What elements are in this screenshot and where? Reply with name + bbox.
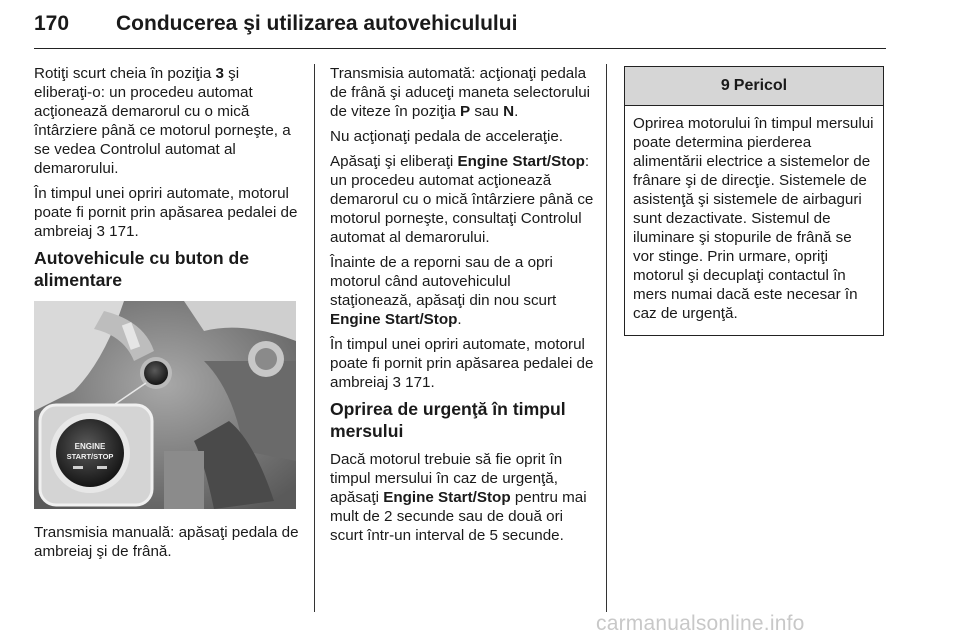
button-label-line2: START/STOP (66, 452, 114, 461)
column-divider-right (606, 64, 607, 612)
paragraph-press-start-stop: Apăsaţi şi eliberaţi Engine Start/Stop: un procedeu automat acţionează demarorul cu o mică întârziere până ce motorul porneşte, consultaţi Controlul automat al demarorului. (330, 153, 594, 246)
section-heading-power-button: Autovehicule cu buton de alimentare (34, 248, 250, 290)
danger-warning-box (624, 66, 884, 336)
warning-triangle-icon: 9 (720, 77, 730, 94)
warning-header (625, 67, 883, 106)
paragraph-key-start: Rotiţi scurt cheia în poziţia 3 şi eliberaţi-o: un procedeu automat acţionează demarorul cu o mică întârziere până ce motorul porneşte, a se vedea Controlul automat al demarorului. (34, 65, 291, 177)
watermark: carmanualsonline.info (596, 612, 805, 635)
paragraph-no-accelerator: Nu acţionaţi pedala de acceleraţie. (330, 128, 564, 145)
paragraph-manual-transmission: Transmisia manuală: apăsaţi pedala de ambreiaj şi de frână. (34, 524, 299, 560)
page-number: 170 (34, 12, 70, 35)
button-label-line1: ENGINE (74, 442, 106, 451)
paragraph-restart-stationary: Înainte de a reporni sau de a opri motorul când autovehiculul staţionează, apăsaţi din nou scurt Engine Start/Stop. (330, 254, 557, 328)
paragraph-autostop-restart: În timpul unei opriri automate, motorul poate fi pornit prin apăsarea pedalei de ambreiaj 3 171. (34, 185, 298, 240)
column-left (34, 64, 300, 567)
column-middle (330, 64, 596, 551)
paragraph-autostop-clutch: În timpul unei opriri automate, motorul poate fi pornit prin apăsarea pedalei de ambreiaj 3 171. (330, 336, 594, 391)
warning-title: Pericol (733, 77, 788, 94)
section-heading-emergency-stop: Oprirea de urgenţă în timpul mersului (330, 399, 566, 441)
paragraph-emergency-stop: Dacă motorul trebuie să fie oprit în timpul mersului în caz de urgenţă, apăsaţi Engine Start/Stop pentru mai mult de 2 secunde sau de două ori scurt într-un interval de 5 secunde. (330, 451, 587, 544)
engine-start-button-photo (34, 301, 296, 509)
column-divider-left (314, 64, 315, 612)
page-header (34, 4, 886, 49)
page-ref-icon: 3 (392, 374, 401, 391)
chapter-title: Conducerea şi utilizarea autovehiculului (116, 12, 518, 35)
paragraph-automatic-transmission: Transmisia automată: acţionaţi pedala de frână şi aduceţi maneta selectorului de viteze în poziţia P sau N. (330, 65, 591, 120)
warning-text: Oprirea motorului în timpul mersului poate determina pierderea alimentării electrice a sistemelor de frânare şi de direcţie. Sistemele de asistenţă şi sistemele de airbaguri sunt dezactivate. Sistemul de iluminare şi stopurile de frână se vor stinge. Prin urmare, opriţi motorul şi decuplaţi contactul în mers numai dacă este necesar în caz de urgenţă. (633, 115, 874, 322)
page-ref-icon: 3 (96, 223, 105, 240)
